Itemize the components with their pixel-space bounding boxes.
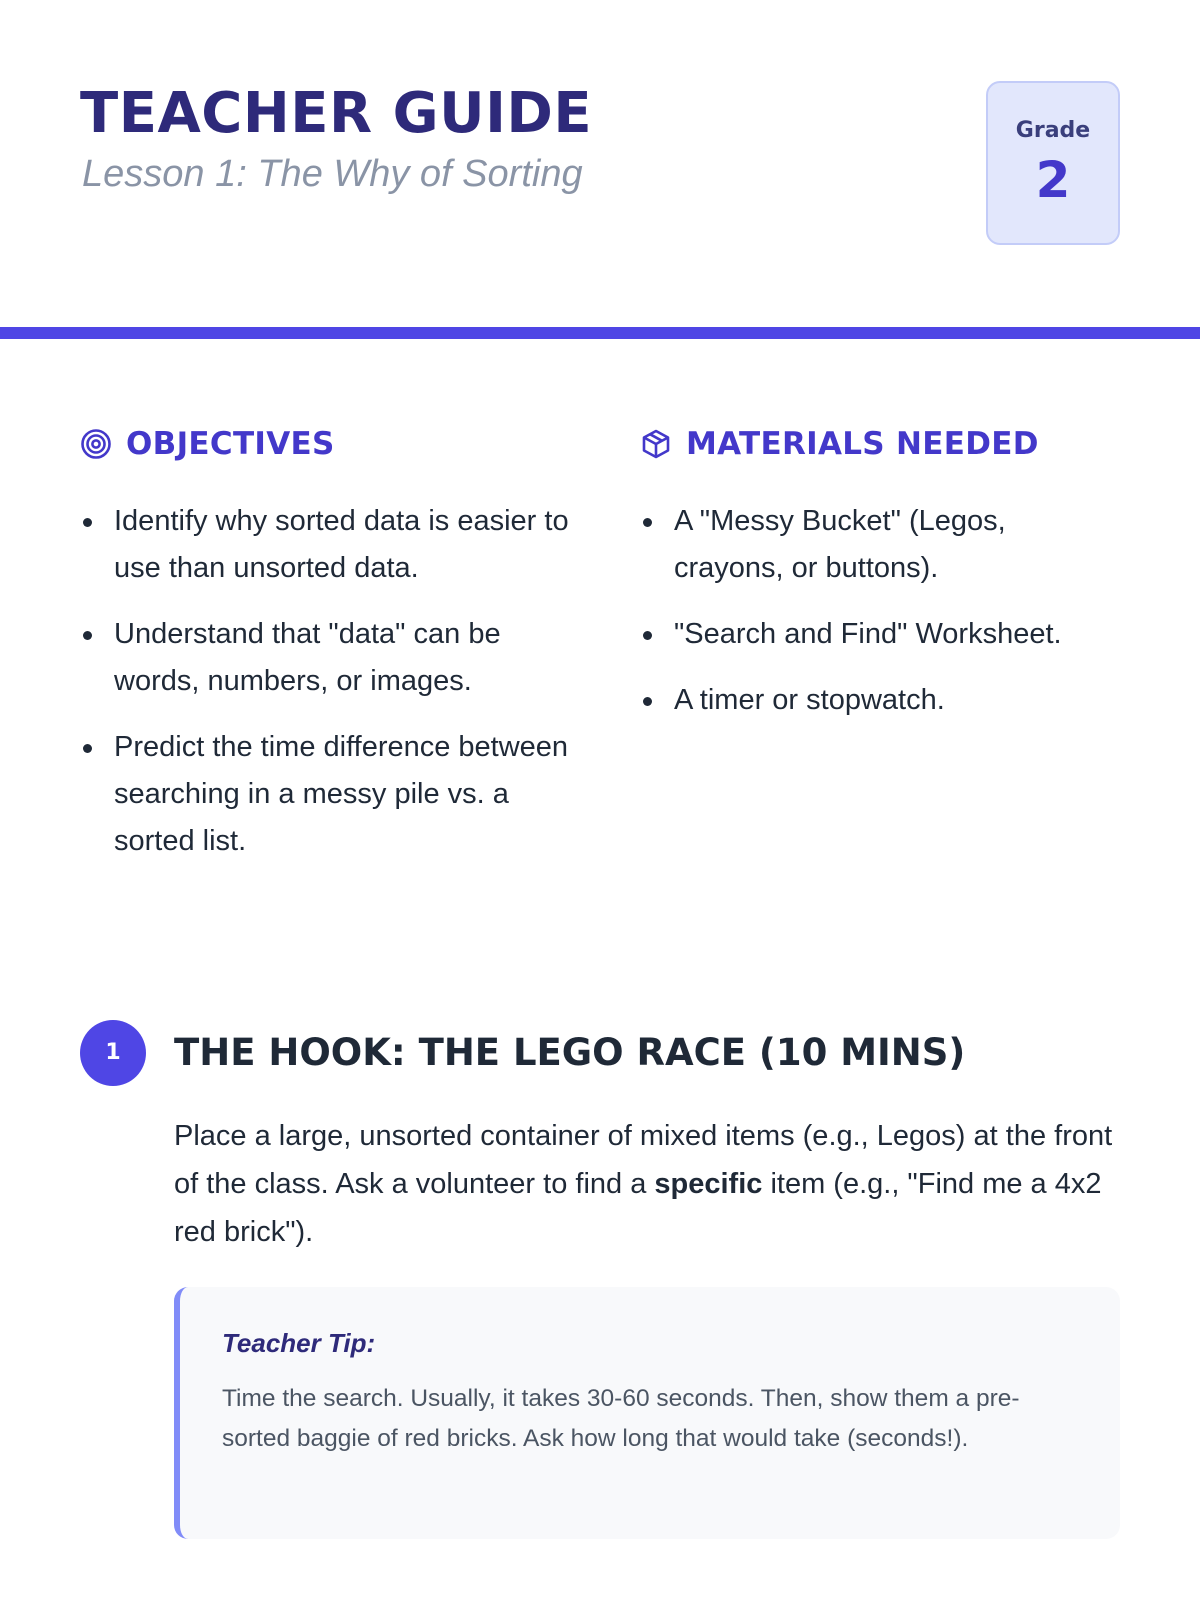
page-title: TEACHER GUIDE xyxy=(80,81,593,146)
materials-section xyxy=(640,420,1120,743)
objectives-section xyxy=(80,420,570,884)
materials-heading xyxy=(640,420,1120,468)
tip-title: Teacher Tip: xyxy=(222,1328,376,1358)
step-number-badge: 1 xyxy=(80,1020,146,1086)
grade-label: Grade xyxy=(1015,118,1091,143)
step-description-emphasis: specific xyxy=(654,1168,763,1200)
step-title: THE HOOK: THE LEGO RACE (10 MINS) xyxy=(174,1031,966,1074)
lesson-subtitle: Lesson 1: The Why of Sorting xyxy=(82,153,583,195)
list-item: "Search and Find" Worksheet. xyxy=(640,611,1120,658)
header-divider xyxy=(0,327,1200,339)
list-item: A timer or stopwatch. xyxy=(640,677,1120,724)
tip-text: Time the search. Usually, it takes 30-60 seconds. Then, show them a pre-sorted baggie of red bricks. Ask how long that would take (seconds!). xyxy=(222,1385,1020,1452)
grade-value: 2 xyxy=(1035,151,1071,209)
materials-list xyxy=(640,498,1120,724)
materials-heading-label: MATERIALS NEEDED xyxy=(686,426,1039,462)
list-item: A "Messy Bucket" (Legos, crayons, or buttons). xyxy=(640,498,1120,592)
list-item: Understand that "data" can be words, numbers, or images. xyxy=(80,611,570,705)
step-description-text-end: item (e.g., "Find me a 4x2 red brick"). xyxy=(174,1168,1102,1248)
step-description-text: Place a large, unsorted container of mixed items (e.g., Legos) at the front of the class. Ask a volunteer to find a xyxy=(174,1120,1113,1200)
objectives-heading xyxy=(80,420,570,468)
step-description xyxy=(174,1112,1124,1256)
teacher-tip-callout xyxy=(174,1287,1120,1539)
grade-badge xyxy=(986,81,1120,245)
list-item: Identify why sorted data is easier to use than unsorted data. xyxy=(80,498,570,592)
page-header xyxy=(0,0,1200,330)
objectives-heading-label: OBJECTIVES xyxy=(126,426,335,462)
box-icon xyxy=(640,428,672,460)
list-item: Predict the time difference between searching in a messy pile vs. a sorted list. xyxy=(80,724,570,865)
target-icon xyxy=(80,428,112,460)
objectives-list xyxy=(80,498,570,865)
